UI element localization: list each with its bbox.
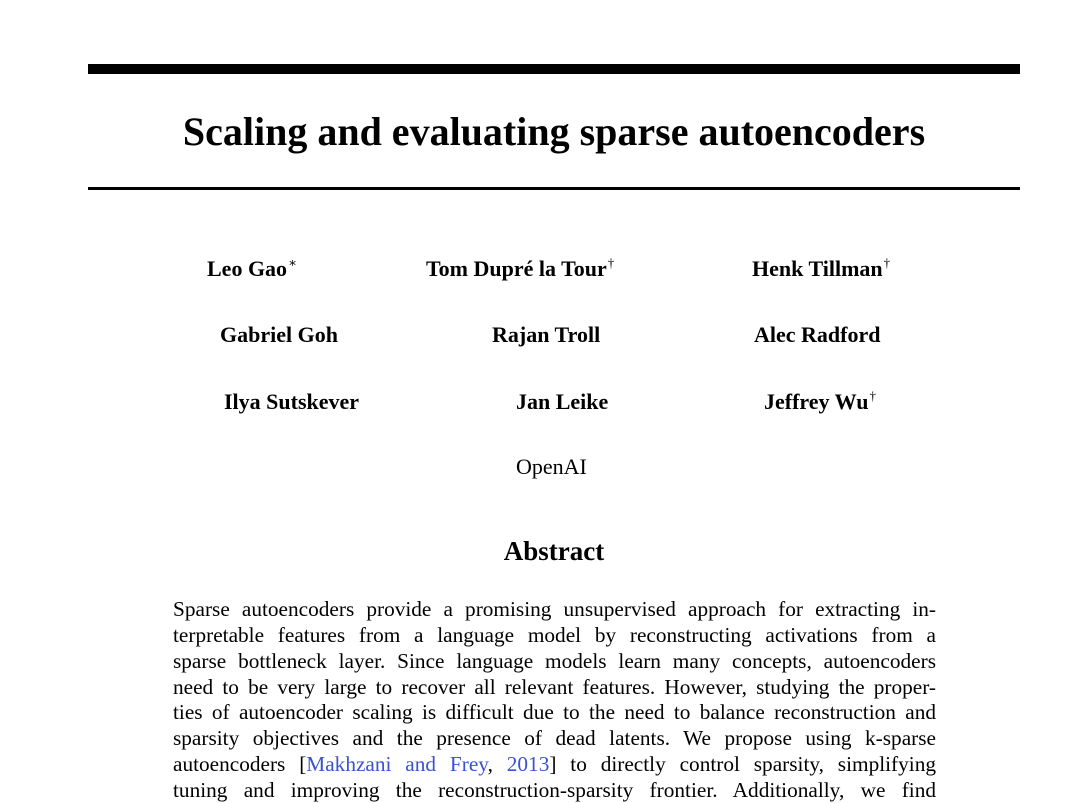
title-top-rule xyxy=(88,64,1020,74)
author-footnote-mark: ∗ xyxy=(288,255,297,270)
abstract-line: autoencoders [Makhzani and Frey, 2013] to directly control sparsity, simplifying xyxy=(173,752,937,776)
abstract-line: Sparse autoencoders provide a promising unsupervised approach for extracting in- xyxy=(173,597,936,621)
citation-link-year[interactable]: 2013 xyxy=(506,752,550,776)
abstract-line: need to be very large to recover all relevant features. However, studying the proper- xyxy=(173,675,936,699)
author-jan-leike: Jan Leike xyxy=(516,389,609,414)
author-footnote-mark: † xyxy=(607,255,615,270)
affiliation: OpenAI xyxy=(516,454,587,479)
citation-link-authors[interactable]: Makhzani and Frey xyxy=(306,752,488,776)
abstract-heading: Abstract xyxy=(503,536,605,566)
abstract-line: terpretable features from a language model by reconstructing activations from a xyxy=(173,623,936,647)
abstract-line: sparsity objectives and the presence of dead latents. We propose using k-sparse xyxy=(173,726,936,750)
author-tom-dupre-la-tour: Tom Dupré la Tour† xyxy=(426,255,615,281)
author-rajan-troll: Rajan Troll xyxy=(492,322,601,347)
abstract-line: tuning and improving the reconstruction-sparsity frontier. Additionally, we find xyxy=(173,778,936,802)
paper-title: Scaling and evaluating sparse autoencoders xyxy=(182,109,926,154)
author-leo-gao: Leo Gao∗ xyxy=(207,255,297,281)
abstract-line: ties of autoencoder scaling is difficult due to the need to balance reconstruction and xyxy=(173,700,936,724)
author-gabriel-goh: Gabriel Goh xyxy=(220,322,338,347)
abstract-line: sparse bottleneck layer. Since language models learn many concepts, autoencoders xyxy=(173,649,936,673)
author-footnote-mark: † xyxy=(883,255,891,270)
author-footnote-mark: † xyxy=(869,388,876,403)
author-henk-tillman: Henk Tillman† xyxy=(752,255,891,281)
author-jeffrey-wu: Jeffrey Wu† xyxy=(764,388,876,414)
author-ilya-sutskever: Ilya Sutskever xyxy=(224,389,360,414)
author-alec-radford: Alec Radford xyxy=(754,322,881,347)
title-bottom-rule xyxy=(88,187,1020,190)
